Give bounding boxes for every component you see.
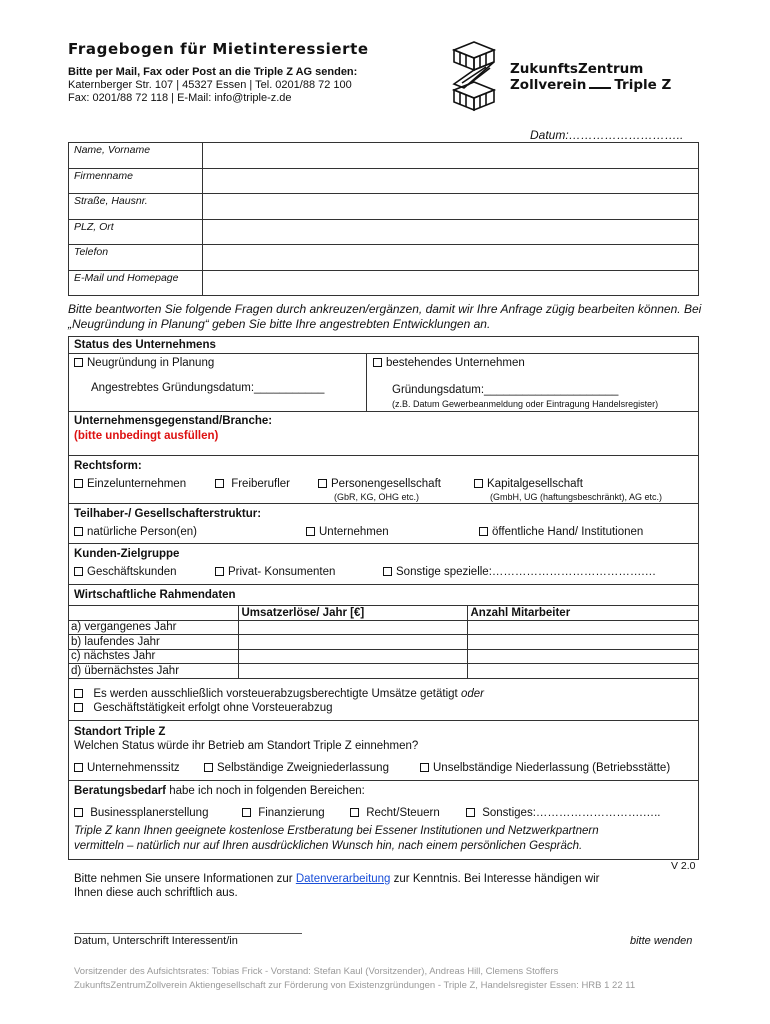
option-headquarters[interactable] (74, 762, 180, 774)
checkbox[interactable] (306, 527, 315, 536)
location-title: Standort Triple Z (74, 726, 166, 738)
option-label: öffentliche Hand/ Institutionen (492, 526, 644, 538)
employees-input[interactable] (467, 649, 699, 664)
logo-line-1: ZukunftsZentrum (510, 61, 644, 77)
option-label: Recht/Steuern (366, 807, 440, 819)
table-cell (68, 606, 238, 621)
contact-label: Straße, Hausnr. (69, 194, 203, 220)
option-company[interactable] (306, 526, 389, 538)
contact-label: PLZ, Ort (69, 219, 203, 245)
founding-date-note: (z.B. Datum Gewerbeanmeldung oder Eintragung Handelsregister) (392, 399, 659, 409)
divider (68, 503, 699, 504)
option-label: natürliche Person(en) (87, 526, 197, 538)
option-label: Sonstige spezielle:………………………………….… (396, 566, 657, 578)
contact-input-phone[interactable] (203, 245, 699, 271)
option-business-customers[interactable] (74, 566, 177, 578)
employees-input[interactable] (467, 635, 699, 650)
target-founding-date[interactable]: Angestrebtes Gründungsdatum:___________ (91, 382, 325, 394)
logo-wordmark (510, 61, 671, 93)
divider (366, 353, 367, 411)
option-label: Neugründung in Planung (87, 357, 215, 369)
privacy-line-1 (74, 873, 600, 885)
signature-line[interactable] (74, 933, 302, 934)
contact-label: Firmenname (69, 168, 203, 194)
location-question: Welchen Status würde ihr Betrieb am Standort Triple Z einnehmen? (74, 740, 419, 752)
option-natural-person[interactable] (74, 526, 197, 538)
contact-input-email[interactable] (203, 270, 699, 296)
checkbox[interactable] (74, 763, 83, 772)
contact-label: Telefon (69, 245, 203, 271)
contact-input-street[interactable] (203, 194, 699, 220)
option-other-customers[interactable] (383, 566, 656, 578)
option-tax-deductible[interactable] (74, 688, 484, 700)
customers-title: Kunden-Zielgruppe (74, 548, 180, 560)
subject-title: Unternehmensgegenstand/Branche: (74, 415, 273, 427)
contact-label: E-Mail und Homepage (69, 270, 203, 296)
option-private-consumers[interactable] (215, 566, 335, 578)
checkbox[interactable] (74, 808, 83, 817)
divider (68, 411, 699, 412)
option-independent-branch[interactable] (204, 762, 389, 774)
option-business-plan[interactable] (74, 807, 208, 819)
checkbox[interactable] (350, 808, 359, 817)
signature-label: Datum, Unterschrift Interessent/in (74, 935, 238, 947)
option-label: Es werden ausschließlich vorsteuerabzugsberechtigte Umsätze getätigt (93, 688, 458, 700)
subject-required-note: (bitte unbedingt ausfüllen) (74, 430, 219, 442)
option-label: Geschäftskunden (87, 566, 177, 578)
option-label: Businessplanerstellung (90, 807, 209, 819)
option-label: Selbständige Zweigniederlassung (217, 762, 389, 774)
logo-dash (589, 87, 611, 89)
date-field[interactable]: Datum:……………………….. (530, 128, 684, 142)
table-row (69, 219, 699, 245)
option-label: Finanzierung (258, 807, 325, 819)
table-row (68, 620, 699, 635)
partnership-note: (GbR, KG, OHG etc.) (334, 492, 420, 502)
advice-title: Beratungsbedarf (74, 785, 167, 797)
checkbox[interactable] (420, 763, 429, 772)
row-label: d) übernächstes Jahr (68, 664, 238, 679)
option-freelancer[interactable] (215, 478, 290, 490)
corporation-note: (GmbH, UG (haftungsbeschränkt), AG etc.) (490, 492, 663, 502)
option-label: Sonstiges:……………………….….. (482, 807, 661, 819)
checkbox[interactable] (383, 567, 392, 576)
status-title: Status des Unternehmens (74, 339, 216, 351)
checkbox[interactable] (215, 479, 224, 488)
checkbox[interactable] (74, 703, 83, 712)
divider (68, 780, 699, 781)
contact-input-city[interactable] (203, 219, 699, 245)
version-label: V 2.0 (671, 860, 696, 872)
privacy-text-before: Bitte nehmen Sie unsere Informationen zur (74, 873, 293, 885)
checkbox[interactable] (74, 358, 83, 367)
revenue-input[interactable] (238, 635, 467, 650)
logo-triple-z: Triple Z (614, 77, 672, 93)
row-label: b) laufendes Jahr (68, 635, 238, 650)
option-other-advice[interactable] (466, 807, 661, 819)
divider (68, 353, 699, 354)
option-label: Unternehmenssitz (87, 762, 180, 774)
logo-zollverein: Zollverein (510, 77, 587, 93)
revenue-input[interactable] (238, 664, 467, 679)
footer-line-1: Vorsitzender des Aufsichtsrates: Tobias Frick - Vorstand: Stefan Kaul (Vorsitzender), Andreas Hill, Clemens Stoffers (74, 966, 559, 977)
option-label: bestehendes Unternehmen (386, 357, 525, 369)
checkbox[interactable] (74, 479, 83, 488)
advice-note-line-1: Triple Z kann Ihnen geeignete kostenlose Erstberatung bei Essener Institutionen und Netzwerkpartnern (74, 825, 599, 837)
table-row (69, 245, 699, 271)
advice-note-line-2: vermitteln – natürlich nur auf Ihren ausdrücklichen Wunsch hin, nach einem persönlichen Gespräch. (74, 840, 583, 852)
checkbox[interactable] (466, 808, 475, 817)
shareholders-title: Teilhaber-/ Gesellschafterstruktur: (74, 508, 262, 520)
option-new-business[interactable] (74, 357, 214, 369)
privacy-link[interactable]: Datenverarbeitung (295, 873, 391, 885)
employees-input[interactable] (467, 620, 699, 635)
row-label: c) nächstes Jahr (68, 649, 238, 664)
option-public-sector[interactable] (479, 526, 643, 538)
divider (68, 543, 699, 544)
table-header-revenue: Umsatzerlöse/ Jahr [€] (238, 606, 467, 621)
divider (68, 584, 699, 585)
contact-label: Name, Vorname (69, 143, 203, 169)
option-corporation[interactable] (474, 478, 583, 490)
intro-text: Bitte beantworten Sie folgende Fragen durch ankreuzen/ergänzen, damit wir Ihre Anfrage zügig bearbeiten können. Bei „Neugründung in Planung“ geben Sie bitte Ihre angestrebten Entwicklungen an. (68, 302, 702, 331)
divider (68, 720, 699, 721)
checkbox[interactable] (74, 689, 83, 698)
option-label: Geschäftstätigkeit erfolgt ohne Vorsteuerabzug (93, 702, 333, 714)
economics-title: Wirtschaftliche Rahmendaten (74, 589, 236, 601)
checkbox[interactable] (204, 763, 213, 772)
legal-form-title: Rechtsform: (74, 460, 142, 472)
privacy-line-2: Ihnen diese auch schriftlich aus. (74, 887, 238, 899)
table-row (68, 606, 699, 621)
contact-table (68, 142, 699, 296)
advice-heading (74, 785, 365, 797)
option-legal-tax[interactable] (350, 807, 440, 819)
table-row (69, 194, 699, 220)
option-label: Unternehmen (319, 526, 389, 538)
option-no-tax-deduction[interactable] (74, 702, 332, 714)
footer-line-2: ZukunftsZentrumZollverein Aktiengesellschaft zur Förderung von Existenzgründungen - Triple Z, Handelsregister Essen: HRB 1 22 11 (74, 980, 636, 991)
revenue-input[interactable] (238, 620, 467, 635)
table-row (69, 143, 699, 169)
checkbox[interactable] (74, 527, 83, 536)
send-instructions: Bitte per Mail, Fax oder Post an die Triple Z AG senden: (68, 66, 358, 78)
table-row (68, 649, 699, 664)
postal-address: Katernberger Str. 107 | 45327 Essen | Tel. 0201/88 72 100 (68, 79, 352, 91)
option-label: Privat- Konsumenten (228, 566, 336, 578)
fax-email: Fax: 0201/88 72 118 | E-Mail: info@triple-z.de (68, 92, 292, 104)
economics-table (68, 605, 699, 679)
option-existing-business[interactable] (373, 357, 525, 369)
option-or: oder (460, 688, 484, 700)
option-partnership[interactable] (318, 478, 441, 490)
table-header-employees: Anzahl Mitarbeiter (467, 606, 699, 621)
checkbox[interactable] (373, 358, 382, 367)
option-label: Kapitalgesellschaft (487, 478, 583, 490)
checkbox[interactable] (215, 567, 224, 576)
checkbox[interactable] (74, 567, 83, 576)
contact-input-company[interactable] (203, 168, 699, 194)
privacy-text-after: zur Kenntnis. Bei Interesse händigen wir (393, 873, 600, 885)
contact-input-name[interactable] (203, 143, 699, 169)
advice-title-rest: habe ich noch in folgenden Bereichen: (169, 785, 365, 797)
turn-page-note: bitte wenden (630, 935, 693, 947)
option-label: Freiberufler (231, 478, 291, 490)
option-sole-proprietor[interactable] (74, 478, 186, 490)
option-dependent-branch[interactable] (420, 762, 670, 774)
table-row (68, 635, 699, 650)
option-label: Unselbständige Niederlassung (Betriebsstätte) (433, 762, 671, 774)
founding-date[interactable]: Gründungsdatum:_____________________ (392, 384, 619, 396)
option-label: Einzelunternehmen (87, 478, 187, 490)
checkbox[interactable] (474, 479, 483, 488)
employees-input[interactable] (467, 664, 699, 679)
form-title: Fragebogen für Mietinteressierte (68, 40, 369, 58)
checkbox[interactable] (318, 479, 327, 488)
row-label: a) vergangenes Jahr (68, 620, 238, 635)
table-row (69, 270, 699, 296)
checkbox[interactable] (242, 808, 251, 817)
logo-line-2 (510, 77, 671, 93)
option-financing[interactable] (242, 807, 325, 819)
triple-z-logo-icon (448, 40, 502, 112)
divider (68, 455, 699, 456)
table-row (69, 168, 699, 194)
table-row (68, 664, 699, 679)
option-label: Personengesellschaft (331, 478, 441, 490)
checkbox[interactable] (479, 527, 488, 536)
revenue-input[interactable] (238, 649, 467, 664)
